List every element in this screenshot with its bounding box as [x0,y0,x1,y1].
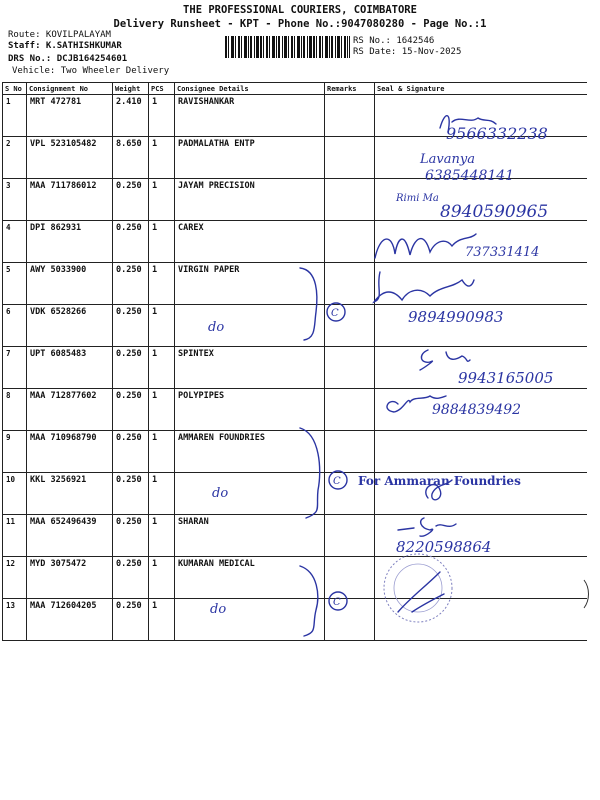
serial-number-cell: 2 [3,137,27,179]
consignee-cell: PADMALATHA ENTP [175,137,325,179]
table-row [3,557,587,599]
signature-cell [375,137,587,179]
table-row [3,95,587,137]
remarks-cell [325,515,375,557]
handwritten-phone: 8220598864 [396,538,492,556]
consignment-number-cell: MAA 652496439 [27,515,113,557]
company-name: THE PROFESSIONAL COURIERS, COIMBATORE [183,4,417,16]
serial-number-cell: 5 [3,263,27,305]
ditto-mark: do [210,602,227,617]
signature-cell [375,179,587,221]
rs-number: RS No.: 1642546 [353,36,435,46]
pieces-cell: 1 [149,515,175,557]
column-header: S No [3,83,27,95]
weight-cell: 0.250 [113,389,149,431]
consignee-cell [175,305,325,347]
handwritten-phone: 8940590965 [440,202,549,222]
consignment-number-cell: MAA 710968790 [27,431,113,473]
handwritten-phone: 737331414 [465,245,540,260]
table-row [3,515,587,557]
signature-cell [375,347,587,389]
consignee-cell: JAYAM PRECISION [175,179,325,221]
drs-number: DRS No.: DCJB164254601 [8,54,128,64]
column-header: PCS [149,83,175,95]
table-row [3,137,587,179]
remarks-cell [325,347,375,389]
remarks-cell [325,305,375,347]
signature-cell [375,473,587,515]
company-stamp-text: For Ammaran Foundries [358,474,521,488]
table-row [3,389,587,431]
weight-cell: 0.250 [113,557,149,599]
column-header: Consignee Details [175,83,325,95]
consignment-number-cell: MRT 472781 [27,95,113,137]
remarks-cell [325,557,375,599]
remarks-cell [325,95,375,137]
handwritten-phone: 9884839492 [432,402,522,418]
barcode-image [225,36,350,58]
consignee-cell: SHARAN [175,515,325,557]
serial-number-cell: 12 [3,557,27,599]
table-row [3,305,587,347]
ditto-mark: do [212,486,229,501]
consignee-cell [175,599,325,641]
consignment-number-cell: MAA 712877602 [27,389,113,431]
remarks-cell [325,599,375,641]
remarks-cell [325,137,375,179]
signature-cell [375,389,587,431]
signature-cell [375,557,587,599]
route-label: Route: KOVILPALAYAM [8,30,111,40]
weight-cell: 0.250 [113,431,149,473]
consignment-number-cell: VPL 523105482 [27,137,113,179]
staff-label: Staff: K.SATHISHKUMAR [8,41,122,51]
runsheet-table [2,82,587,641]
pieces-cell: 1 [149,347,175,389]
pieces-cell: 1 [149,431,175,473]
remarks-cell [325,263,375,305]
pieces-cell: 1 [149,179,175,221]
consignee-cell: SPINTEX [175,347,325,389]
weight-cell: 2.410 [113,95,149,137]
serial-number-cell: 10 [3,473,27,515]
column-header: Seal & Signature [375,83,587,95]
table-row [3,179,587,221]
consignment-number-cell: KKL 3256921 [27,473,113,515]
consignee-cell: RAVISHANKAR [175,95,325,137]
consignment-number-cell: DPI 862931 [27,221,113,263]
signature-cell [375,305,587,347]
runsheet-title: Delivery Runsheet - KPT - Phone No.:9047080280 - Page No.:1 [113,18,487,30]
serial-number-cell: 7 [3,347,27,389]
handwritten-name: Rimi Ma [396,193,439,204]
consignee-cell: CAREX [175,221,325,263]
pieces-cell: 1 [149,221,175,263]
consignment-number-cell: VDK 6528266 [27,305,113,347]
rs-date: RS Date: 15-Nov-2025 [353,47,462,57]
handwritten-phone: 9943165005 [458,369,554,387]
pieces-cell: 1 [149,473,175,515]
weight-cell: 0.250 [113,263,149,305]
weight-cell: 8.650 [113,137,149,179]
table-row [3,473,587,515]
signature-cell [375,431,587,473]
consignment-number-cell: MYD 3075472 [27,557,113,599]
table-header-row [3,83,587,95]
serial-number-cell: 8 [3,389,27,431]
handwritten-phone: 9566332238 [446,124,548,143]
ditto-mark: do [208,320,225,335]
vehicle-label: Vehicle: Two Wheeler Delivery [12,66,170,76]
remarks-cell [325,473,375,515]
table-row [3,221,587,263]
bracket-letter: C [333,597,341,608]
pieces-cell: 1 [149,599,175,641]
weight-cell: 0.250 [113,515,149,557]
column-header: Remarks [325,83,375,95]
table-row [3,347,587,389]
signature-cell [375,599,587,641]
serial-number-cell: 11 [3,515,27,557]
consignee-cell [175,473,325,515]
consignment-number-cell: MAA 712604205 [27,599,113,641]
consignee-cell: AMMAREN FOUNDRIES [175,431,325,473]
weight-cell: 0.250 [113,179,149,221]
serial-number-cell: 1 [3,95,27,137]
handwritten-phone: 6385448141 [425,168,515,184]
serial-number-cell: 9 [3,431,27,473]
bracket-letter: C [333,476,341,487]
consignee-cell: VIRGIN PAPER [175,263,325,305]
pieces-cell: 1 [149,305,175,347]
table-row [3,263,587,305]
remarks-cell [325,431,375,473]
consignment-number-cell: AWY 5033900 [27,263,113,305]
pieces-cell: 1 [149,557,175,599]
bracket-letter: C [331,308,339,319]
serial-number-cell: 13 [3,599,27,641]
consignment-number-cell: MAA 711786012 [27,179,113,221]
remarks-cell [325,221,375,263]
pieces-cell: 1 [149,389,175,431]
consignee-cell: KUMARAN MEDICAL [175,557,325,599]
consignee-cell: POLYPIPES [175,389,325,431]
signature-cell [375,95,587,137]
handwritten-name: Lavanya [420,152,475,167]
consignment-number-cell: UPT 6085483 [27,347,113,389]
pieces-cell: 1 [149,95,175,137]
weight-cell: 0.250 [113,599,149,641]
pieces-cell: 1 [149,137,175,179]
remarks-cell [325,179,375,221]
weight-cell: 0.250 [113,473,149,515]
handwritten-phone: 9894990983 [408,308,504,326]
remarks-cell [325,389,375,431]
serial-number-cell: 3 [3,179,27,221]
weight-cell: 0.250 [113,347,149,389]
weight-cell: 0.250 [113,305,149,347]
signature-cell [375,221,587,263]
pieces-cell: 1 [149,263,175,305]
serial-number-cell: 4 [3,221,27,263]
signature-cell [375,263,587,305]
weight-cell: 0.250 [113,221,149,263]
table-row [3,431,587,473]
signature-cell [375,515,587,557]
column-header: Weight [113,83,149,95]
serial-number-cell: 6 [3,305,27,347]
table-row [3,599,587,641]
column-header: Consignment No [27,83,113,95]
